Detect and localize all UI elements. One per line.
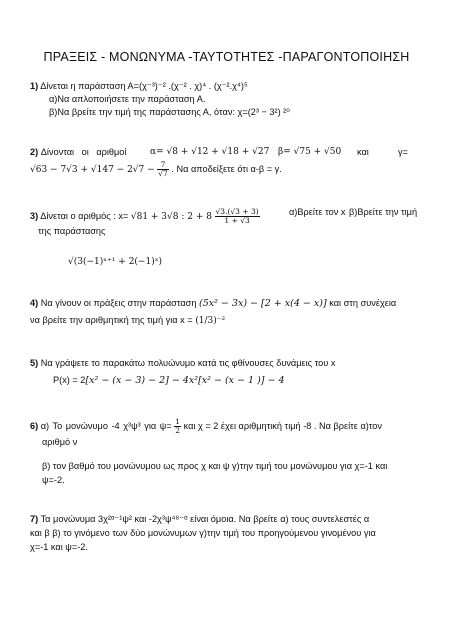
question-4 [30, 297, 396, 310]
q3-expression: √81 + 3√8 : 2 + 8 [130, 211, 212, 222]
q1-number: 1) [30, 81, 39, 91]
q5-line-1: Να γράψετε το παρακάτω πολυώνυμο κατά τις φθίνουσες δυνάμεις του x [40, 358, 336, 368]
q4-number: 4) [30, 298, 39, 308]
q2-beta: β= √75 + √50 [278, 147, 342, 157]
question-1 [30, 80, 248, 93]
q3-intro: Δίνεται ο αριθμός : x= [40, 210, 129, 221]
q3-part-a: α)Βρείτε τον x [289, 207, 346, 217]
question-7 [30, 513, 369, 526]
q6-line-4: ψ=-2. [42, 475, 65, 485]
q3-expression-2: √(3(−1)ˣ⁺¹ + 2(−1)ˣ) [68, 257, 163, 267]
q2-gamma-line [30, 161, 282, 178]
q1-intro: Δίνεται η παράσταση Α= [40, 81, 140, 91]
q7-line-2: και β β) το γινόμενο των δύο μονώνυμων γ)την τιμή του προηγούμενου γινομένου για [30, 528, 376, 538]
q1-part-a: α)Να απλοποιήσετε την παράσταση Α. [49, 94, 206, 104]
q2-gamma-label: γ= [398, 147, 408, 157]
q2-gamma-fraction [157, 161, 169, 178]
q5-number: 5) [30, 358, 39, 368]
q3-fraction [215, 208, 260, 225]
q2-proof-text: . Να αποδείξετε ότι α-β = γ. [171, 163, 282, 174]
q5-polynomial-label: P(x) = 2 [53, 375, 86, 385]
q2-fraction-denominator: √7 [158, 169, 168, 178]
q6-line-3: β) τον βαθμό του μονώνυμου ως προς χ και ψ γ)την τιμή του μονώνυμου για χ=-1 και [42, 461, 388, 471]
q4-expression: (5x² − 3x) − [2 + x(4 − x)] [199, 298, 327, 309]
q1-expression: (χ⁻³)⁻² .(χ⁻² . χ)⁴ . (χ⁻².χ⁴)⁵ [139, 81, 248, 91]
q3-continuation: της παράστασης [38, 226, 106, 236]
q2-intro: Δίνονται οι αριθμοί [40, 147, 127, 157]
q7-line-1: Τα μονώνυμα 3χ²ᵅ⁻¹ψ² και -2χ³ψ⁴⁸⁻ᵅ είναι όμοια. Να βρείτε α) τους συντελεστές α [40, 514, 370, 524]
q2-and: και [357, 147, 369, 157]
q2-fraction-numerator: 7 [157, 161, 169, 170]
q2-alpha: α= √8 + √12 + √18 + √27 [150, 147, 270, 157]
q6-line-1: α) Το μονώνυμο -4 χ³ψ³ για ψ= [40, 420, 172, 431]
q6-line-2: αριθμό ν [42, 437, 78, 447]
q3-number: 3) [30, 210, 39, 221]
q6-half-fraction [174, 418, 181, 435]
q1-part-b [49, 106, 290, 119]
q5-polynomial: [x² − (x − 3) − 2] − 4x²[x² − (x − 1 )] − 4 [85, 375, 285, 386]
q3-fraction-denominator: 1 + √3 [224, 216, 250, 225]
q1-part-b-text: β)Να βρείτε την τιμή της παράστασης Α, όταν: χ= [49, 107, 248, 117]
q6-line-1-end: και χ = 2 έχει αριθμητική τιμή -8 . Να βρείτε α)τον [183, 420, 383, 431]
q4-value: (1/3)⁻² [195, 316, 226, 326]
q4-line-2: να βρείτε την αριθμητική της τιμή για x = [30, 315, 193, 325]
q4-line-1: Να γίνουν οι πράξεις στην παράσταση [40, 298, 197, 308]
q4-line-2-row [30, 314, 225, 328]
q7-number: 7) [30, 514, 39, 524]
q2-number: 2) [30, 147, 39, 157]
worksheet-title: ΠΡΑΞΕΙΣ - ΜΟΝΩΝΥΜΑ -ΤΑΥΤΟΤΗΤΕΣ -ΠΑΡΑΓΟΝΤΟΠΟΙΗΣΗ [43, 50, 410, 64]
q6-fraction-denominator: 2 [175, 426, 181, 435]
q6-fraction-numerator: 1 [175, 417, 181, 426]
question-5 [30, 357, 335, 370]
q3-fraction-numerator: √3.(√3 + 3) [215, 207, 259, 216]
q5-polynomial-row [53, 374, 285, 387]
q1-part-b-expression: (2³ − 3²) ²⁰ [247, 107, 290, 117]
q4-line-1-end: και στη συνέχεια [329, 298, 397, 308]
q7-line-3: χ=-1 και ψ=-2. [30, 542, 88, 552]
q3-part-b: β)Βρείτε την τιμή [349, 207, 418, 217]
q6-number: 6) [30, 420, 39, 431]
question-6 [30, 418, 382, 435]
question-2 [30, 146, 126, 159]
q2-gamma-expression: √63 − 7√3 + √147 − 2√7 − [30, 164, 155, 175]
question-3 [30, 208, 260, 225]
